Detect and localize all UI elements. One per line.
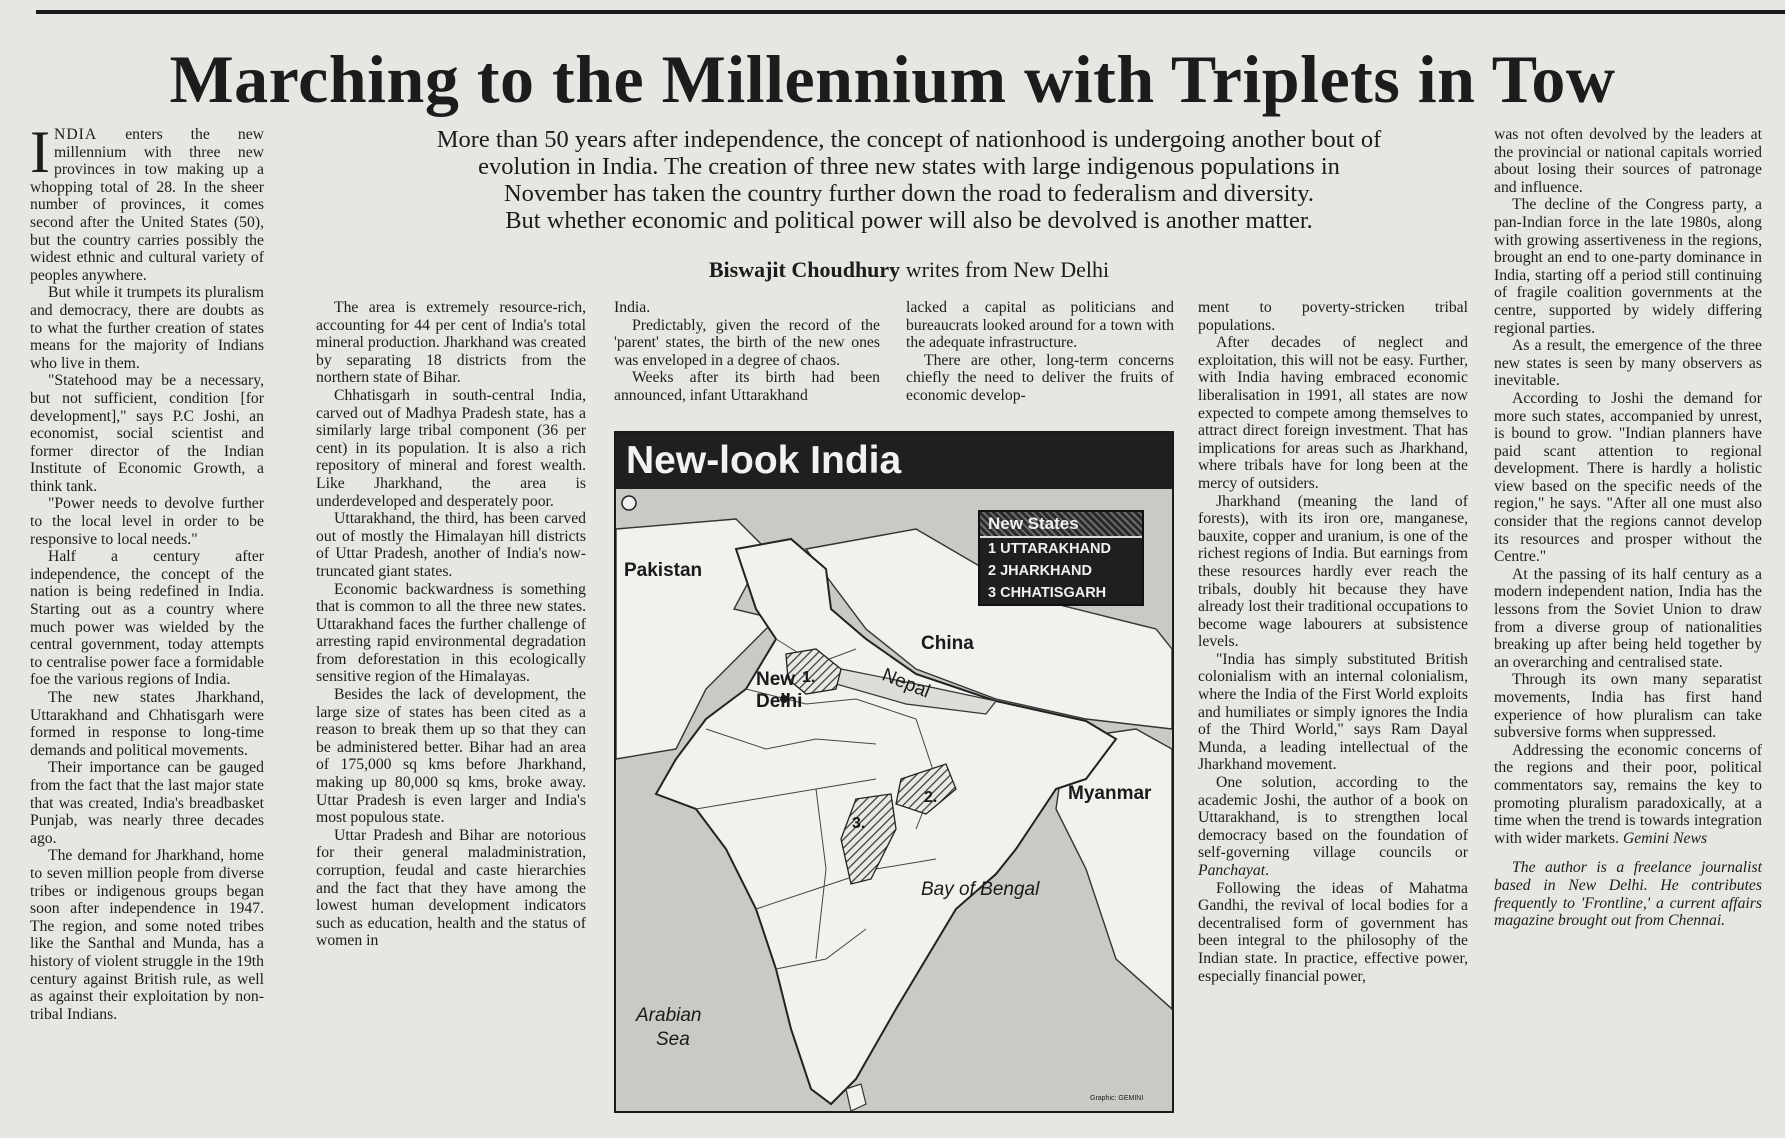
paragraph: Jharkhand (meaning the land of forests), with its iron ore, manganese, bauxite, copper and uranium, is one of the richest regions of India. But earnings from these resources hardly ever reach the tribals, doubly hit because they have already lost their traditional occupations to become wage labourers at subsistence levels. [1198,492,1468,651]
paragraph: ment to poverty-stricken tribal populations. [1198,299,1468,334]
paragraph: The decline of the Congress party, a pan-Indian force in the late 1980s, along with growing assertiveness in the regions, brought an end to one-party dominance in India, starting off a period still continuing of fragile coalition governments at the centre, supported by widely differing regional parties. [1494,196,1762,337]
paragraph: The demand for Jharkhand, home to seven million people from diverse tribes or indigenous groups began soon after independence in 1947. The region, and some noted tribes like the Santhal and Munda, has a history of violent struggle in the 19th century against British rule, as well as against their exploitation by non-tribal Indians. [30,847,264,1023]
article-column-3 [614,299,880,405]
legend-item: 3 CHHATISGARH [988,585,1107,601]
legend-title: New States [980,512,1142,538]
deck-line: November has taken the country further down the road to federalism and diversity. [503,180,1315,207]
news-agency: Gemini News [1622,829,1708,847]
paragraph: Their importance can be gauged from the fact that the last major state that was created, India's breadbasket Punjab, was nearly three decades ago. [30,759,264,847]
paragraph: "Statehood may be a necessary, but not sufficient, condition [for development]," says P.C Joshi, an economist, social scientist and former director of the Indian Institute of Economic Growth, a think tank. [30,372,264,495]
map-label-bay-of-bengal: Bay of Bengal [921,879,1040,900]
deck-line: But whether economic and political power will also be devolved is another matter. [505,207,1313,234]
lead-smallcaps: NDIA [53,126,98,143]
italic-term: Panchayat [1198,862,1266,879]
author-note: The author is a freelance journalist based in New Delhi. He contributes frequently to 'Frontline,' a current affairs magazine brought out from Chennai. [1494,859,1762,930]
map-label-china: China [921,633,974,654]
map-label-delhi: Delhi [756,691,803,712]
paragraph: Uttarakhand, the third, has been carved out of mostly the Himalayan hill districts of Uttar Pradesh, another of India's now-truncated giant states. [316,510,586,580]
paragraph: As a result, the emergence of the three new states is seen by many observers as inevitable. [1494,337,1762,390]
map-graphic [614,431,1174,1113]
paragraph: Chhatisgarh in south-central India, carved out of Madhya Pradesh state, has a similarly large tribal component (36 per cent) in its population. It is also a rich repository of mineral and forest wealth. Like Jharkhand, the area is underdeveloped and desperately poor. [316,386,586,510]
text-run: Addressing the economic concerns of the regions and their poor, political commentators say, remains the key to promoting pluralism paradoxically, at a time when the trend is towards integration with wider markets. [1494,741,1762,847]
paragraph: There are other, long-term concerns chiefly the need to deliver the fruits of economic develop- [906,351,1174,404]
map-label-arabian: Arabian [636,1005,702,1026]
map-credit: Graphic: GEMINI [1090,1095,1144,1102]
paragraph [1494,742,1762,848]
article-column-1 [30,119,264,1023]
paragraph [30,119,264,284]
map-label-nepal: Nepal [879,664,933,703]
map-label-myanmar: Myanmar [1068,783,1152,804]
map-legend [978,510,1144,606]
paragraph: Economic backwardness is something that is common to all the three new states. Uttarakhand faces the further challenge of arresting rapid environmental degradation from deforestation in this ecologically sensitive region of the Himalayas. [316,580,586,686]
map-label-state-3: 3. [852,815,866,832]
paragraph: According to Joshi the demand for more such states, accompanied by unrest, is bound to grow. "Indian planners have paid scant attention to regional development. There is hardly a holistic view based on the specific needs of the region," he says. "After all one must also consider that the regions cannot develop its resources and prosper without the Centre." [1494,389,1762,566]
paragraph: India. [614,299,651,316]
map-label-pakistan: Pakistan [624,560,703,581]
drop-cap: I [30,119,50,185]
paragraph: At the passing of its half century as a modern independent nation, India has the lessons from the Soviet Union to draw from a diverse group of nationalities breaking up after being held together by an overarching and centralised state. [1494,565,1762,671]
paragraph: "Power needs to devolve further to the local level in order to be responsive to local needs." [30,495,264,548]
top-rule [36,10,1785,14]
legend-item: 1 UTTARAKHAND [988,541,1111,557]
byline-rest: writes from New Delhi [900,257,1110,282]
author-name: Biswajit Choudhury [708,257,901,282]
deck-line: More than 50 years after independence, the concept of nationhood is undergoing another bout of [436,126,1382,153]
paragraph: Uttar Pradesh and Bihar are notorious for their general maladministration, corruption, feudal and caste hierarchies and the fact that they have among the lowest human development indicators such as education, health and the status of women in [316,826,586,950]
text-run: One solution, according to the academic Joshi, the author of a book on Uttarakhand, is to strengthen local democracy based on the foundation of self-governing village councils or [1198,774,1468,862]
paragraph: Half a century after independence, the concept of the nation is being redefined in India. Starting out as a country where much power was wielded by the central government, today attempts to centralise power face a formidable foe the various regions of India. [30,548,264,689]
paragraph: The new states Jharkhand, Uttarakhand and Chhatisgarh were formed in response to long-time demands and political movements. [30,689,264,759]
paragraph: "India has simply substituted British colonialism with an internal colonialism, where the India of the First World exploits and humiliates or simply ignores the India of the Third World," says Ram Dayal Munda, a leading intellectual of the Jharkhand movement. [1198,650,1468,774]
paragraph: But while it trumpets its pluralism and democracy, there are doubts as to what the further creation of states means for the majority of Indians who live in them. [30,284,264,372]
paragraph: lacked a capital as politicians and bureaucrats looked around for a town with the adequate infrastructure. [906,299,1174,352]
map-title: New-look India [616,433,1172,489]
deck [334,126,1484,234]
article-column-6 [1494,126,1762,930]
paragraph: After decades of neglect and exploitation, this will not be easy. Further, with India having embraced economic liberalisation in 1991, all states are now expected to compete among themselves to attract direct foreign investment. That has implications for areas such as Jharkhand, where tribals have for long been at the mercy of outsiders. [1198,334,1468,492]
paragraph: was not often devolved by the leaders at the provincial or national capitals worried about losing their sources of patronage and influence. [1494,126,1762,196]
north-arrow-icon [622,496,636,510]
map-label-state-1: 1. [802,669,816,686]
paragraph: Weeks after its birth had been announced, infant Uttarakhand [614,369,880,404]
paragraph [1198,774,1468,880]
legend-item: 2 JHARKHAND [988,563,1092,579]
byline [334,257,1484,283]
lead-text: enters the new millennium with three new provinces in tow making up a whopping total of 28. In the sheer number of provinces, it comes second after the United States (50), but the country carries possibly the widest ethnic and cultural variety of peoples anywhere. [30,126,264,284]
text-run: . [1265,862,1270,879]
paragraph: Through its own many separatist movements, India has first hand experience of how pluralism can take subversive forms when suppressed. [1494,671,1762,742]
article-column-4 [906,299,1174,405]
map-label-sea: Sea [656,1029,690,1050]
headline: Marching to the Millennium with Triplets in Tow [169,41,1616,117]
paragraph: Predictably, given the record of the 'parent' states, the birth of the new ones was enveloped in a degree of chaos. [614,316,880,369]
map-label-state-2: 2. [924,789,938,806]
paragraph: The area is extremely resource-rich, accounting for 44 per cent of India's total mineral production. Jharkhand was created by separating 18 districts from the northern state of Bihar. [316,299,586,387]
paragraph: Following the ideas of Mahatma Gandhi, the revival of local bodies for a decentralised form of government has been integral to the philosophy of the Indian state. In practice, effective power, especially financial power, [1198,879,1468,985]
paragraph: Besides the lack of development, the large size of states has been cited as a reason to break them up so that they can be administered better. Bihar had an area of 175,000 sq kms before Jharkhand, making up 80,000 sq kms, broke away. Uttar Pradesh is even larger and India's most populous state. [316,686,586,827]
map-label-new: New [756,669,796,690]
article-column-2 [316,299,586,950]
sri-lanka [846,1084,866,1111]
article-column-5 [1198,299,1468,985]
deck-line: evolution in India. The creation of three new states with large indigenous populations in [478,153,1340,180]
